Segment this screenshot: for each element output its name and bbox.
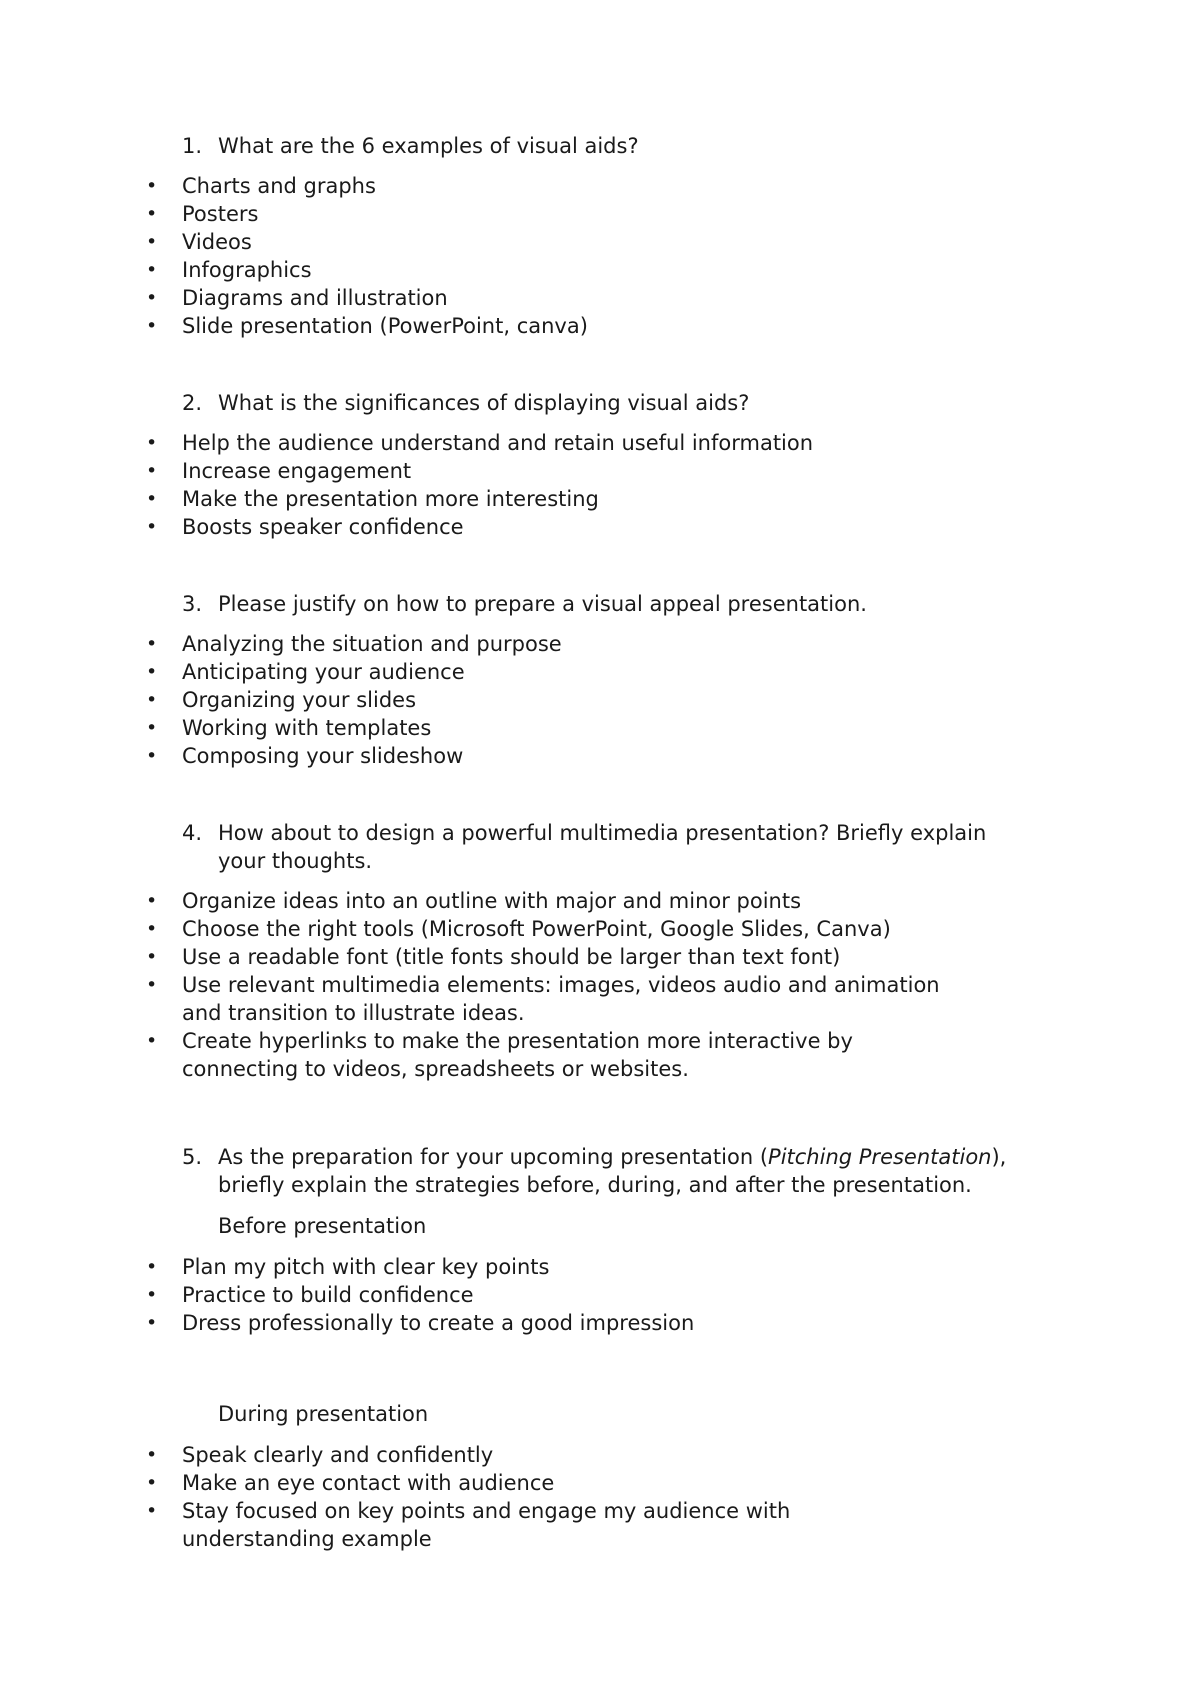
bullet-icon: • bbox=[146, 1472, 158, 1494]
list-item: • Boosts speaker confidence bbox=[146, 515, 464, 539]
list-item: • Infographics bbox=[146, 258, 312, 282]
list-item: • Use relevant multimedia elements: images, videos audio and animation and transition to illustrate ideas. bbox=[146, 973, 940, 1025]
question-text: Please justify on how to prepare a visual appeal presentation. bbox=[218, 592, 867, 616]
bullet-icon: • bbox=[146, 633, 158, 655]
bullet-icon: • bbox=[146, 231, 158, 253]
question-heading bbox=[182, 590, 1082, 618]
bullet-icon: • bbox=[146, 890, 158, 912]
question-number: 2. bbox=[182, 391, 203, 415]
question-text: What is the significances of displaying visual aids? bbox=[218, 391, 750, 415]
italic-title: Pitching Presentation bbox=[768, 1145, 992, 1169]
question-3 bbox=[146, 590, 1082, 770]
list-item: • Charts and graphs bbox=[146, 174, 376, 198]
question-5 bbox=[146, 1143, 1082, 1553]
answer-list bbox=[146, 172, 1082, 340]
list-item: • Speak clearly and confidently bbox=[146, 1443, 494, 1467]
bullet-icon: • bbox=[146, 1030, 158, 1052]
list-item: • Make an eye contact with audience bbox=[146, 1471, 555, 1495]
list-item: • Practice to build confidence bbox=[146, 1283, 474, 1307]
list-item: • Create hyperlinks to make the presentation more interactive by connecting to videos, spreadsheets or websites. bbox=[146, 1029, 853, 1081]
list-item: • Videos bbox=[146, 230, 252, 254]
list-item: • Make the presentation more interesting bbox=[146, 487, 599, 511]
question-2 bbox=[146, 389, 1082, 541]
question-text-line-2: briefly explain the strategies before, during, and after the presentation. bbox=[218, 1173, 972, 1197]
bullet-icon: • bbox=[146, 1312, 158, 1334]
question-heading bbox=[182, 389, 1082, 417]
list-item: • Help the audience understand and retain useful information bbox=[146, 431, 814, 455]
during-presentation-heading: During presentation bbox=[218, 1402, 429, 1426]
question-4 bbox=[146, 819, 1082, 1083]
question-heading bbox=[182, 132, 1082, 160]
question-text: What are the 6 examples of visual aids? bbox=[218, 134, 639, 158]
bullet-icon: • bbox=[146, 460, 158, 482]
bullet-icon: • bbox=[146, 689, 158, 711]
question-heading bbox=[182, 1143, 1082, 1199]
list-item: • Working with templates bbox=[146, 716, 432, 740]
list-item: • Stay focused on key points and engage my audience with understanding example bbox=[146, 1499, 791, 1551]
bullet-icon: • bbox=[146, 946, 158, 968]
bullet-icon: • bbox=[146, 488, 158, 510]
bullet-icon: • bbox=[146, 717, 158, 739]
question-text-line-2: your thoughts. bbox=[218, 849, 373, 873]
bullet-icon: • bbox=[146, 315, 158, 337]
list-item: • Anticipating your audience bbox=[146, 660, 465, 684]
bullet-icon: • bbox=[146, 516, 158, 538]
list-item: • Posters bbox=[146, 202, 259, 226]
answer-list bbox=[146, 630, 1082, 770]
list-item: • Composing your slideshow bbox=[146, 744, 464, 768]
bullet-icon: • bbox=[146, 1284, 158, 1306]
bullet-icon: • bbox=[146, 745, 158, 767]
list-item: • Slide presentation (PowerPoint, canva) bbox=[146, 314, 588, 338]
question-number: 1. bbox=[182, 134, 203, 158]
list-item: • Plan my pitch with clear key points bbox=[146, 1255, 550, 1279]
list-item: • Analyzing the situation and purpose bbox=[146, 632, 562, 656]
bullet-icon: • bbox=[146, 432, 158, 454]
list-item: • Organizing your slides bbox=[146, 688, 417, 712]
question-text-line-1: How about to design a powerful multimedia presentation? Briefly explain bbox=[218, 821, 987, 845]
bullet-icon: • bbox=[146, 203, 158, 225]
list-item: • Organize ideas into an outline with major and minor points bbox=[146, 889, 802, 913]
question-1 bbox=[146, 132, 1082, 340]
before-presentation-list bbox=[146, 1253, 1082, 1337]
bullet-icon: • bbox=[146, 259, 158, 281]
answer-list bbox=[146, 887, 1082, 1083]
bullet-icon: • bbox=[146, 1444, 158, 1466]
list-item: • Dress professionally to create a good impression bbox=[146, 1311, 695, 1335]
bullet-icon: • bbox=[146, 661, 158, 683]
list-item: • Diagrams and illustration bbox=[146, 286, 448, 310]
bullet-icon: • bbox=[146, 974, 158, 996]
during-presentation-list bbox=[146, 1441, 1082, 1553]
question-text-line-1: As the preparation for your upcoming presentation (Pitching Presentation), bbox=[218, 1145, 1007, 1169]
bullet-icon: • bbox=[146, 918, 158, 940]
bullet-icon: • bbox=[146, 175, 158, 197]
list-item: • Use a readable font (title fonts should be larger than text font) bbox=[146, 945, 841, 969]
bullet-icon: • bbox=[146, 1256, 158, 1278]
question-number: 3. bbox=[182, 592, 203, 616]
bullet-icon: • bbox=[146, 1500, 158, 1522]
question-heading bbox=[182, 819, 1082, 875]
before-presentation-heading: Before presentation bbox=[218, 1214, 427, 1238]
answer-list bbox=[146, 429, 1082, 541]
list-item: • Increase engagement bbox=[146, 459, 412, 483]
question-number: 5. bbox=[182, 1145, 203, 1169]
bullet-icon: • bbox=[146, 287, 158, 309]
question-number: 4. bbox=[182, 821, 203, 845]
list-item: • Choose the right tools (Microsoft PowerPoint, Google Slides, Canva) bbox=[146, 917, 891, 941]
